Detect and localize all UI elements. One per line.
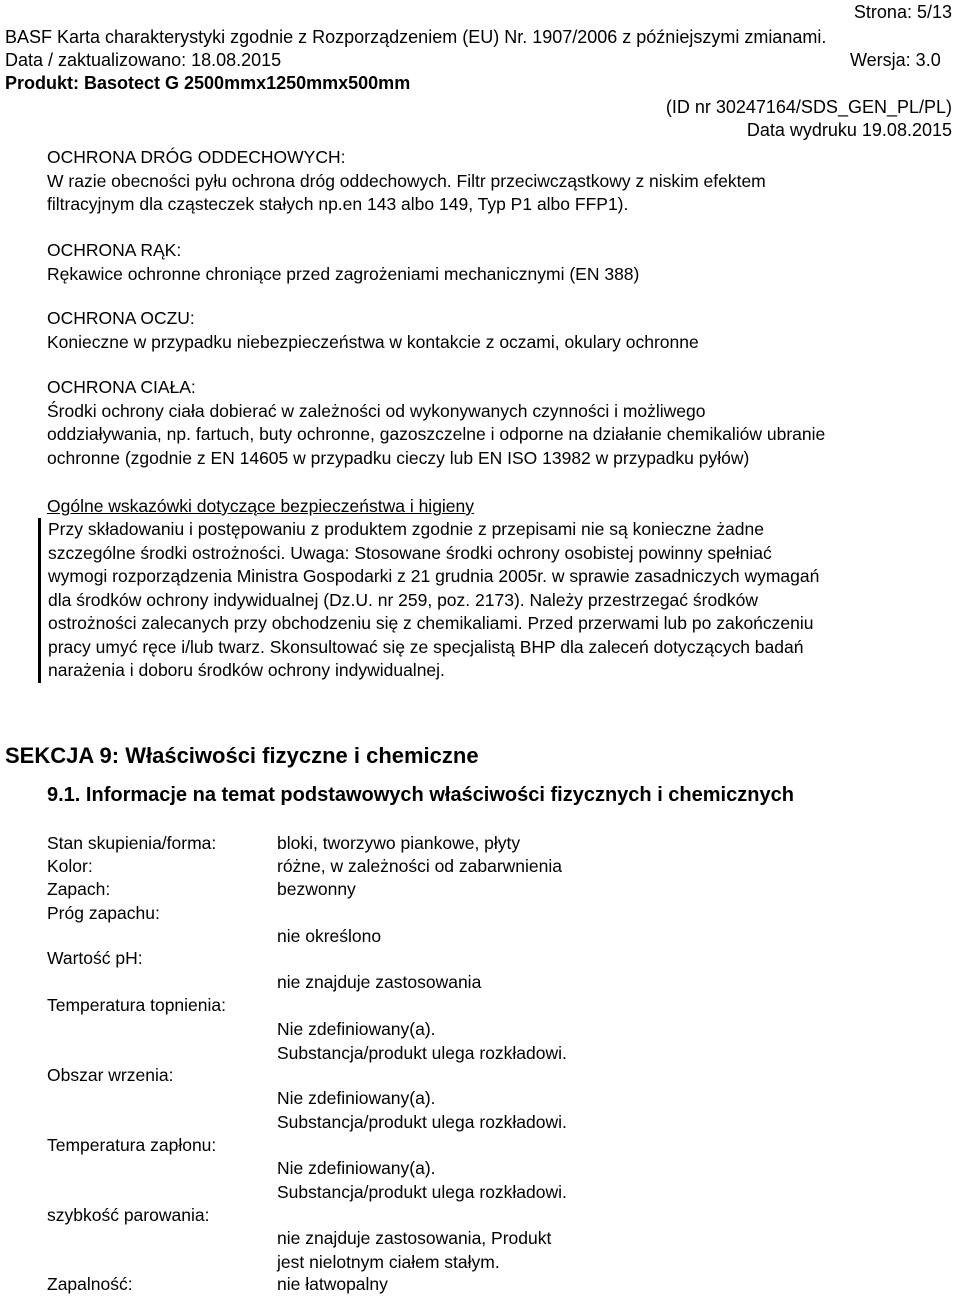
version-label: Wersja: 3.0 [850,50,941,70]
page-number: Strona: 5/13 [853,2,952,22]
property-label: Zapach: [47,879,111,899]
body-text-line: oddziaływania, np. fartuch, buty ochronne, gazoszczelne i odporne na działanie chemikaliów ubranie [47,424,826,444]
respiratory-protection [47,146,766,217]
hygiene-text-line: dla środków ochrony indywidualnej (Dz.U. nr 259, poz. 2173). Należy przestrzegać środków [48,589,759,610]
product-name: Produkt: Basotect G 2500mmx1250mmx500mm [5,73,411,93]
property-label: Stan skupienia/forma: [47,833,217,853]
property-value-line: jest nielotnym ciałem stałym. [277,1251,500,1272]
property-value-line: Nie zdefiniowany(a). [277,1158,436,1178]
hands-heading: OCHRONA RĄK: [47,240,182,260]
property-value-line: nie łatwopalny [277,1274,388,1294]
property-value [277,832,520,856]
respiratory-heading: OCHRONA DRÓG ODDECHOWYCH: [47,147,346,167]
revision-date: Data / zaktualizowano: 18.08.2015 [5,50,282,70]
eye-protection [47,307,699,354]
hands-text-line: Rękawice ochronne chroniące przed zagrożeniami mechanicznymi (EN 388) [47,263,640,284]
hygiene-text-line: Przy składowaniu i postępowaniu z produktem zgodnie z przepisami nie są konieczne żadne [48,519,764,539]
property-value-line: nie znajduje zastosowania, Produkt [277,1228,552,1248]
hygiene-text-line: szczególne środki ostrożności. Uwaga: Stosowane środki ochrony osobistej powinny spełniać [48,542,772,563]
property-value [277,1018,567,1065]
body-text-line: ochronne (zgodnie z EN 14605 w przypadku cieczy lub EN ISO 13982 w przypadku pyłów) [47,447,750,468]
hygiene-text-block [38,518,819,683]
property-value [277,1227,551,1274]
document-title: BASF Karta charakterystyki zgodnie z Rozporządzeniem (EU) Nr. 1907/2006 z późniejszymi zmianami. [5,27,827,47]
property-value-line: nie określono [277,926,382,946]
property-value-line: Nie zdefiniowany(a). [277,1019,436,1039]
body-protection [47,376,825,470]
respiratory-text-line: filtracyjnym dla cząsteczek stałych np.en 143 albo 149, Typ P1 albo FFP1). [47,194,629,214]
body-heading: OCHRONA CIAŁA: [47,377,196,397]
property-label: Obszar wrzenia: [47,1065,174,1085]
eyes-heading: OCHRONA OCZU: [47,308,195,328]
hygiene-heading: Ogólne wskazówki dotyczące bezpieczeństwa i higieny [47,496,475,516]
property-label: Temperatura topnienia: [47,995,226,1015]
respiratory-text-line: W razie obecności pyłu ochrona dróg oddechowych. Filtr przeciwcząstkowy z niskim efektem [47,170,766,191]
print-date: Data wydruku 19.08.2015 [746,120,952,140]
property-value-line: bloki, tworzywo piankowe, płyty [277,833,521,853]
hygiene-text-line: pracy umyć ręce i/lub twarz. Skonsultować się ze specjalistą BHP dla zaleceń dotyczących badań [48,636,804,657]
property-value [277,1273,388,1297]
property-label: Zapalność: [47,1274,133,1294]
property-value-line: Substancja/produkt ulega rozkładowi. [277,1181,567,1202]
property-value-line: nie znajduje zastosowania [277,972,482,992]
property-value-line: Substancja/produkt ulega rozkładowi. [277,1042,567,1063]
property-value-line: Substancja/produkt ulega rozkładowi. [277,1111,567,1132]
property-value-line: Nie zdefiniowany(a). [277,1088,436,1108]
property-value [277,971,481,995]
document-id: (ID nr 30247164/SDS_GEN_PL/PL) [665,97,952,117]
property-label: Kolor: [47,856,93,876]
hygiene-text-line: ostrożności zalecanych przy obchodzeniu się z chemikaliami. Przed przerwami lub po zakończeniu [48,613,814,633]
eyes-text-line: Konieczne w przypadku niebezpieczeństwa w kontakcie z oczami, okulary ochronne [47,331,699,352]
property-value [277,1157,567,1204]
body-text-line: Środki ochrony ciała dobierać w zależności od wykonywanych czynności i możliwego [47,400,706,421]
property-label: Temperatura zapłonu: [47,1135,217,1155]
property-value-line: bezwonny [277,879,356,899]
property-label: Próg zapachu: [47,903,160,923]
property-label: szybkość parowania: [47,1205,210,1225]
property-label: Wartość pH: [47,948,143,968]
hygiene-text-line: narażenia i doboru środków ochrony indywidualnej. [48,660,445,680]
property-value [277,855,562,879]
property-value [277,1087,567,1134]
property-value [277,878,356,902]
section-9-1-subtitle: 9.1. Informacje na temat podstawowych właściwości fizycznych i chemicznych [47,784,794,806]
hygiene-text-line: wymogi rozporządzenia Ministra Gospodarki z 21 grudnia 2005r. w sprawie zasadniczych wymagań [48,566,820,586]
property-value-line: różne, w zależności od zabarwnienia [277,856,563,876]
section-9-title: SEKCJA 9: Właściwości fizyczne i chemiczne [5,743,479,768]
hand-protection [47,239,639,286]
property-value [277,925,381,949]
